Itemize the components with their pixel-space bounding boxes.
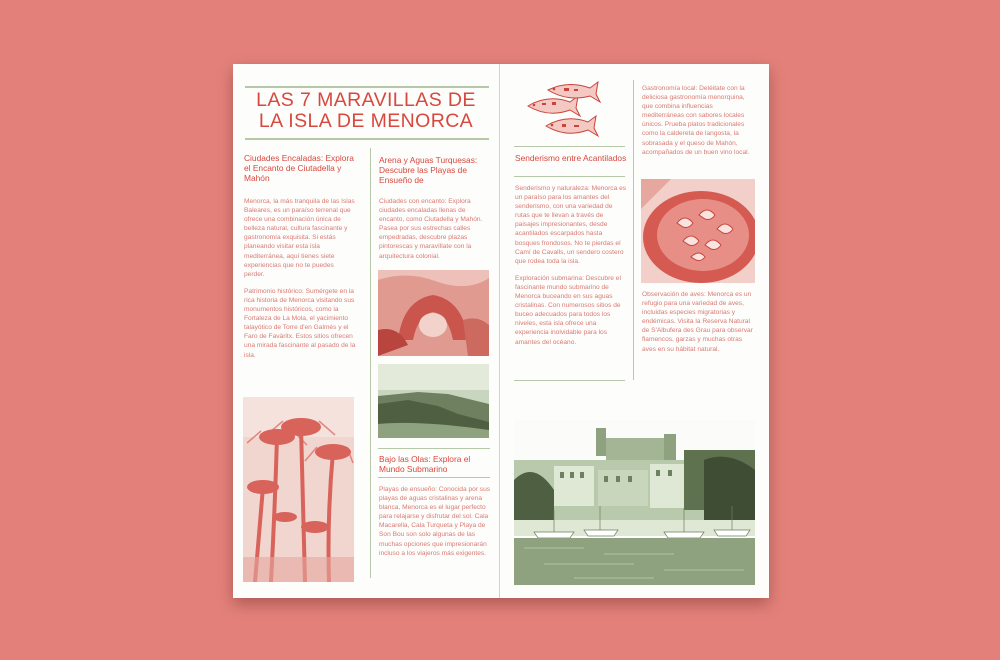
rule-bajo-bottom [378,477,490,478]
text-ciudades [244,197,356,368]
rule-bajo-top [378,448,490,449]
paragraph-intro: Menorca, la más tranquila de las Islas Baleares, es un paraíso terrenal que ofrece una combinación única de belleza natural, cultura fascinante y gastronomía exquisita. Si estás planeando visitar esta isla mediterránea, aquí tienes siete experiencias que no te puedes perder. [244,198,355,278]
title-line-1: LAS 7 MARAVILLAS DE [256,89,476,111]
text-aves [642,290,755,362]
paragraph-aves: Observación de aves: Menorca es un refugio para una variedad de aves, incluidas especies migratorias y endémicas. Visita la Reserva Natural de S'Albufera des Grau para observar flamencos, garzas y muchas otras aves en su hábitat natural. [642,291,753,353]
text-arena [379,197,491,269]
page-spine [499,64,500,598]
page-title [255,90,477,132]
paragraph-gastronomia: Gastronomía local: Deléitate con la deliciosa gastronomía menorquina, que combina influencias mediterráneas con sabores locales únicos. Prueba platos tradicionales como la caldereta de langosta, la sobrasada y el queso de Mahón, acompañados de un buen vino local. [642,85,750,156]
heading-bajo-olas: Bajo las Olas: Explora el Mundo Submarino [379,454,471,475]
text-gastronomia [642,84,755,165]
paragraph-playas-ensueno: Playas de ensueño: Conocida por sus playas de aguas cristalinas y arena blanca, Menorca es el lugar perfecto para relajarse y disfrutar del sol. Cala Macarella, Cala Turqueta y Playa de Son Bou son solo algunas de las muchas opciones que impresionarán incluso a los viajeros más exigentes. [379,486,491,557]
column-divider-1 [370,148,371,578]
title-top-rule [245,86,489,88]
text-bajo-olas [379,485,491,566]
column-divider-2 [633,80,634,380]
harbor-town-image [514,420,755,585]
heading-arena-aguas: Arena y Aguas Turquesas: Descubre las Playas de Ensueño de [379,155,478,186]
heading-ciudades-encaladas: Ciudades Encaladas: Explora el Encanto de Ciutadella y Mahón [244,153,354,184]
palm-trees-image [243,397,354,582]
rule-senderismo-end [514,380,625,381]
text-senderismo [515,184,627,355]
shrimp-dish-image [641,179,755,283]
paragraph-patrimonio: Patrimonio histórico: Sumérgete en la rica historia de Menorca visitando sus monumentos históricos, como la Fortaleza de La Mola, el yacimiento talayótico de Torre d'en Galmés y el Faro de Favàritx. Estos sitios ofrecen una mirada fascinante al pasado de la isla. [244,287,356,359]
title-bottom-rule [245,138,489,140]
paragraph-ciudades-encanto: Ciudades con encanto: Explora ciudades encaladas llenas de encanto, como Ciutadella y Mahón. Pasea por sus estrechas calles empedradas, descubre plazas pintorescas y maravíllate con la arquitectura colonial. [379,198,483,260]
rule-senderismo-bottom [514,176,625,177]
magazine-spread [233,64,769,598]
rule-senderismo-top [514,146,625,147]
heading-senderismo: Senderismo entre Acantilados [515,153,627,163]
rock-arch-image [378,270,489,356]
paragraph-senderismo: Senderismo y naturaleza: Menorca es un paraíso para los amantes del senderismo, con una variedad de rutas que te llevan a través de paisajes impresionantes, desde acantilados escarpados hasta bosques frondosos. No te pierdas el Camí de Cavalls, un sendero costero que rodea toda la isla. [515,185,627,265]
fish-illustration [518,80,614,140]
title-line-2: LA ISLA DE MENORCA [258,110,474,132]
paragraph-exploracion: Exploración submarina: Descubre el fascinante mundo submarino de Menorca buceando en sus aguas cristalinas. Con numerosos sitios de buceo adecuados para todos los niveles, esta isla ofrece una experiencia inolvidable para los amantes del océano. [515,274,621,346]
coastal-cliff-image [378,364,489,438]
